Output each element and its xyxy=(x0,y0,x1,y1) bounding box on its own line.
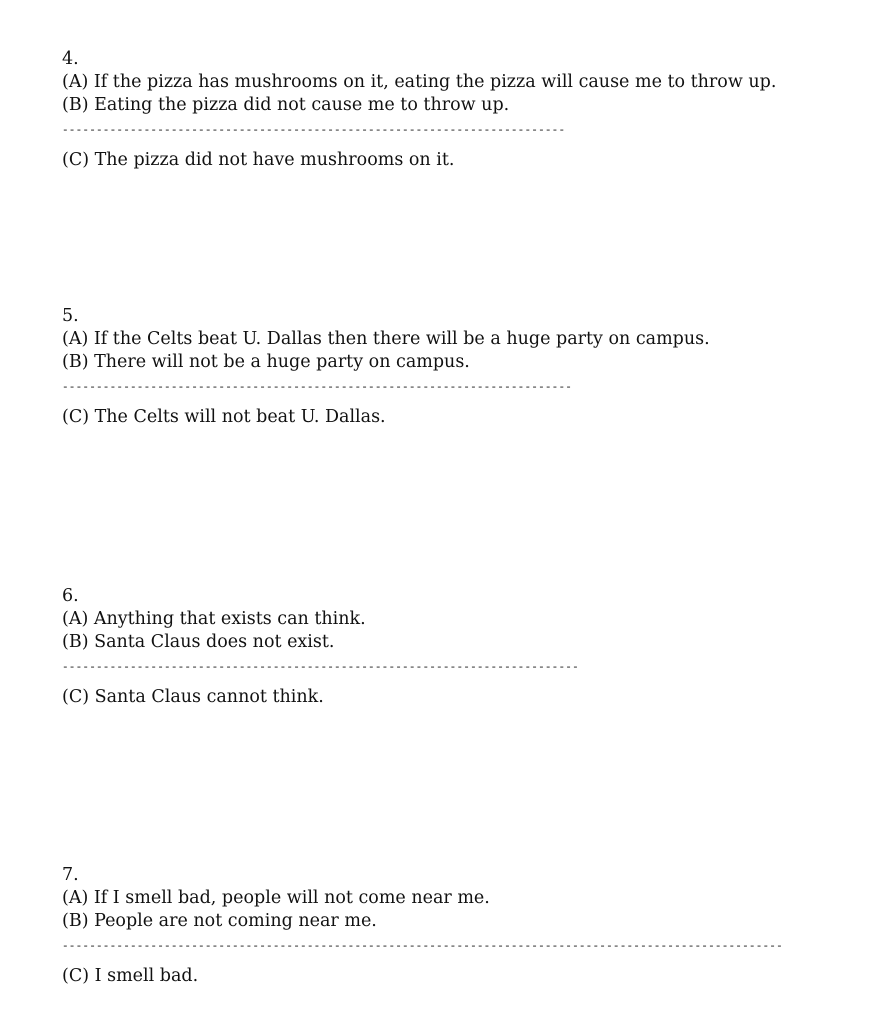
separator-line: --------------------------------------------------------------------------- xyxy=(62,384,573,392)
premise-a: (A) If I smell bad, people will not come near me. xyxy=(62,888,490,908)
separator-line: -------------------------------------------------------------------------- xyxy=(62,127,566,135)
separator-line: ---------------------------------------------------------------------------- xyxy=(62,664,579,672)
conclusion: (C) The pizza did not have mushrooms on it. xyxy=(62,150,455,170)
premise-b: (B) Eating the pizza did not cause me to throw up. xyxy=(62,95,510,115)
separator-line: ---------------------------------------------------------------------------------------------------------- xyxy=(62,943,783,951)
conclusion: (C) I smell bad. xyxy=(62,966,199,986)
premise-b: (B) People are not coming near me. xyxy=(62,911,377,931)
problem-7 xyxy=(62,864,862,988)
problem-number: 6. xyxy=(62,586,79,606)
premise-b: (B) There will not be a huge party on campus. xyxy=(62,352,470,372)
premise-a: (A) If the pizza has mushrooms on it, eating the pizza will cause me to throw up. xyxy=(62,72,777,92)
problem-number: 7. xyxy=(62,865,79,885)
problem-4 xyxy=(62,48,862,172)
problem-5 xyxy=(62,305,862,429)
conclusion: (C) The Celts will not beat U. Dallas. xyxy=(62,407,386,427)
premise-a: (A) If the Celts beat U. Dallas then there will be a huge party on campus. xyxy=(62,329,710,349)
problem-number: 5. xyxy=(62,306,79,326)
problem-number: 4. xyxy=(62,49,79,69)
premise-b: (B) Santa Claus does not exist. xyxy=(62,632,335,652)
conclusion: (C) Santa Claus cannot think. xyxy=(62,687,324,707)
problem-6 xyxy=(62,585,862,709)
premise-a: (A) Anything that exists can think. xyxy=(62,609,366,629)
